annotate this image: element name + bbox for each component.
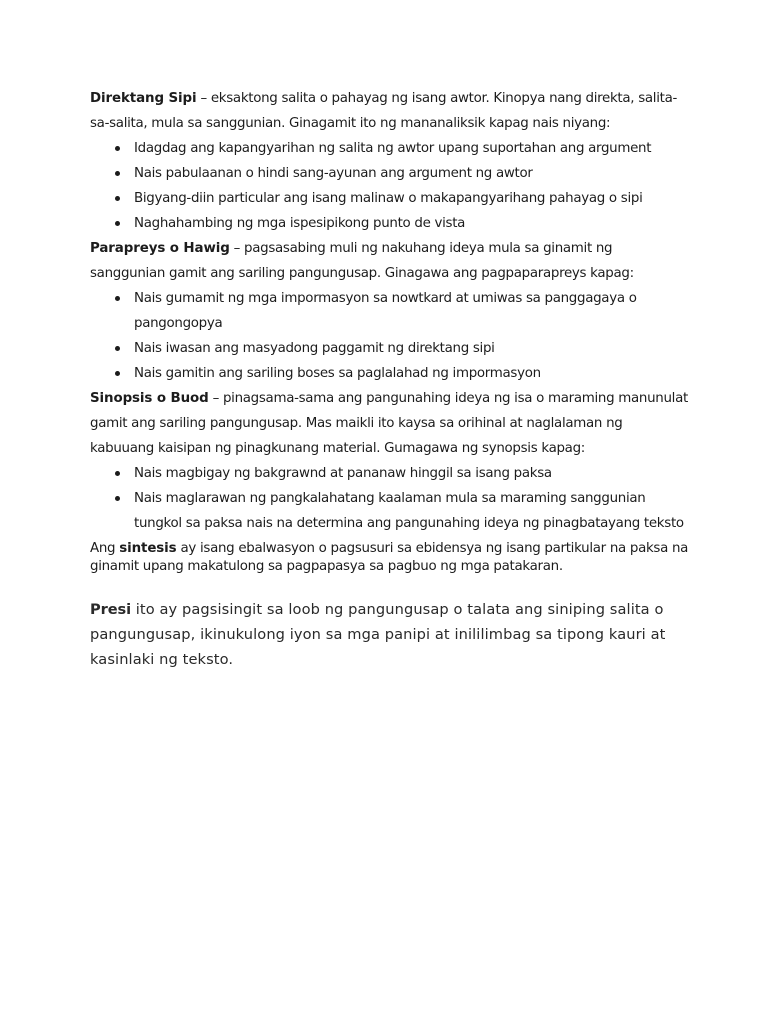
parapreys-paragraph (90, 236, 690, 286)
direktang-sipi-term: Direktang Sipi (90, 91, 197, 106)
list-item: Nais magbigay ng bakgrawnd at pananaw hinggil sa isang paksa (90, 461, 690, 486)
sintesis-term: sintesis (119, 541, 177, 556)
direktang-sipi-paragraph (90, 86, 690, 136)
presi-paragraph (90, 597, 690, 672)
parapreys-list (90, 286, 690, 386)
sinopsis-term: Sinopsis o Buod (90, 391, 209, 406)
list-item: Nais gumamit ng mga impormasyon sa nowtkard at umiwas sa panggagaya o pangongopya (90, 286, 690, 336)
list-item: Naghahambing ng mga ispesipikong punto de vista (90, 211, 690, 236)
presi-definition: ito ay pagsisingit sa loob ng pangungusap o talata ang siniping salita o pangungusap, ikinukulong iyon sa mga panipi at inililimbag sa tipong kauri at kasinlaki ng teksto. (90, 601, 666, 668)
direktang-sipi-list (90, 136, 690, 236)
sinopsis-list (90, 461, 690, 536)
list-item: Nais maglarawan ng pangkalahatang kaalaman mula sa maraming sanggunian tungkol sa paksa nais na determina ang pangunahing ideya ng pinagbatayang teksto (90, 486, 690, 536)
direktang-sipi-definition: – eksaktong salita o pahayag ng isang awtor. Kinopya nang direkta, salita-sa-salita, mula sa sanggunian. Ginagamit ito ng mananaliksik kapag nais niyang: (90, 91, 678, 131)
list-item: Idagdag ang kapangyarihan ng salita ng awtor upang suportahan ang argument (90, 136, 690, 161)
list-item: Nais iwasan ang masyadong paggamit ng direktang sipi (90, 336, 690, 361)
parapreys-term: Parapreys o Hawig (90, 241, 230, 256)
list-item: Nais gamitin ang sariling boses sa paglalahad ng impormasyon (90, 361, 690, 386)
sintesis-paragraph (90, 540, 690, 576)
sintesis-definition: ay isang ebalwasyon o pagsusuri sa ebidensya ng isang partikular na paksa na ginamit upang makatulong sa pagpapasya sa pagbuo ng mga patakaran. (90, 541, 689, 574)
sintesis-prefix: Ang (90, 541, 120, 556)
list-item: Bigyang-diin particular ang isang malinaw o makapangyarihang pahayag o sipi (90, 186, 690, 211)
parapreys-definition: – pagsasabing muli ng nakuhang ideya mula sa ginamit ng sanggunian gamit ang sariling pangungusap. Ginagawa ang pagpaparapreys kapag: (90, 241, 634, 281)
presi-term: Presi (90, 601, 131, 618)
sinopsis-definition: – pinagsama-sama ang pangunahing ideya ng isa o maraming manunulat gamit ang sariling pangungusap. Mas maikli ito kaysa sa orihinal at naglalaman ng kabuuang kaisipan ng pinagkunang material. Gumagawa ng synopsis kapag: (90, 391, 688, 456)
document-body (90, 86, 690, 672)
sinopsis-paragraph (90, 386, 690, 461)
list-item: Nais pabulaanan o hindi sang-ayunan ang argument ng awtor (90, 161, 690, 186)
